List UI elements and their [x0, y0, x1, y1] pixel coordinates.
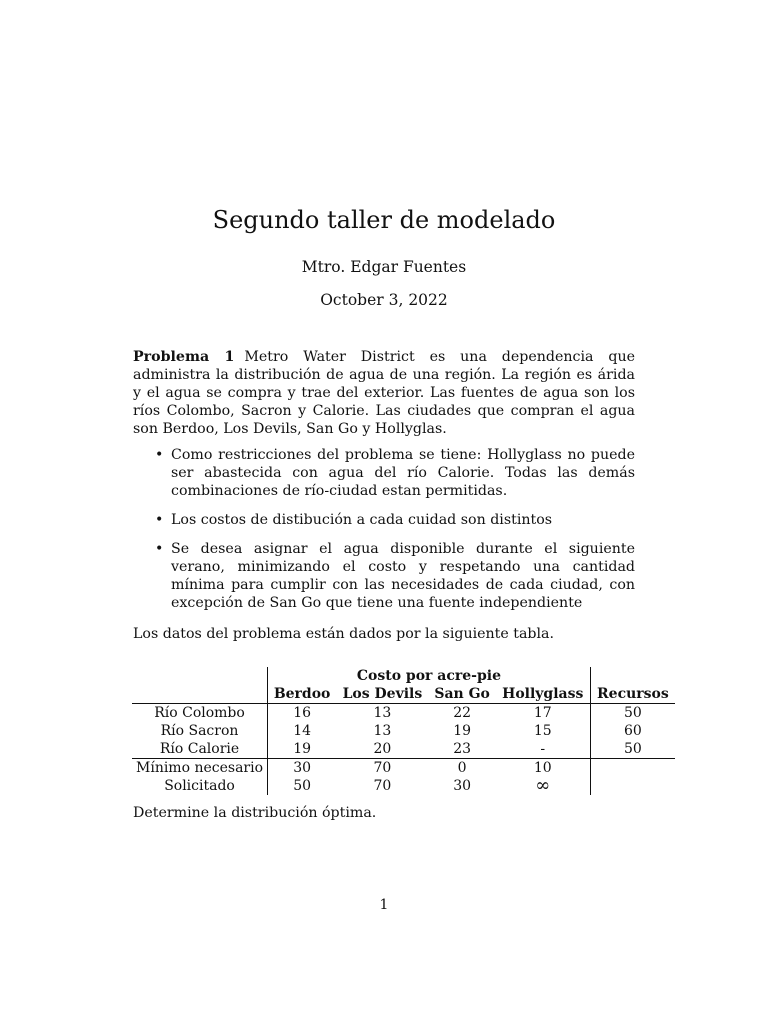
- row-label: Río Sacron: [160, 723, 239, 739]
- column-header: San Go: [434, 686, 490, 702]
- table-cell: 70: [373, 778, 392, 794]
- problem-label: Problema 1: [133, 349, 235, 365]
- document-title: Segundo taller de modelado: [212, 206, 556, 234]
- row-label: Solicitado: [164, 778, 235, 794]
- list-item: • Se desea asignar el agua disponible durante el siguiente verano, minimizando el costo y respetando una cantidad mínima para cumplir con las necesidades de cada ciudad, con excepción de San Go que tiene una fuente independiente: [155, 540, 635, 612]
- problem-statement: [133, 348, 635, 438]
- list-item: • Como restricciones del problema se tiene: Hollyglass no puede ser abastecida con agua del río Calorie. Todas las demás combinaciones de río-ciudad estan permitidas.: [155, 446, 635, 500]
- author-name: Mtro. Edgar Fuentes: [301, 258, 467, 276]
- table-cell: 19: [453, 723, 472, 739]
- table-header-row: [132, 685, 675, 704]
- table-cell: 20: [373, 741, 392, 757]
- table-cell: 19: [268, 740, 337, 759]
- table-cell: 13: [373, 723, 392, 739]
- table-cell: 0: [457, 760, 467, 776]
- column-header: Recursos: [597, 686, 669, 702]
- table-cell: 22: [453, 705, 472, 721]
- column-header: Hollyglass: [496, 685, 591, 704]
- table-cell: 50: [624, 705, 642, 721]
- table-intro: Los datos del problema están dados por la siguiente tabla.: [133, 626, 555, 642]
- table-cell: 30: [268, 759, 337, 778]
- table-cell: ∞: [496, 777, 591, 795]
- row-label: Río Colombo: [154, 705, 245, 721]
- table-row: [132, 777, 675, 795]
- column-header: Los Devils: [342, 686, 423, 702]
- table-cell: 16: [268, 704, 337, 723]
- table-row: [132, 704, 675, 723]
- table-header-row: [132, 667, 675, 685]
- table-cell: 60: [624, 723, 642, 739]
- table-cell: 14: [268, 722, 337, 740]
- document-date: October 3, 2022: [320, 291, 448, 309]
- problem-text: Metro Water District es una dependencia que administra la distribución de agua de una región. La región es árida y el agua se compra y trae del exterior. Las fuentes de agua son los ríos Colombo, Sacron y Calorie. Las ciudades que compran el agua son Berdoo, Los Devils, San Go y Hollyglas.: [133, 349, 635, 437]
- table-cell: 17: [496, 704, 591, 723]
- table-cell: 30: [453, 778, 472, 794]
- table-row: [132, 759, 675, 778]
- constraints-list: [155, 446, 635, 623]
- table-cell: -: [496, 740, 591, 759]
- page-number: 1: [379, 897, 389, 913]
- column-header: Berdoo: [268, 685, 337, 704]
- table-row: [132, 740, 675, 759]
- table-cell: 10: [496, 759, 591, 778]
- row-label: Río Calorie: [159, 741, 240, 757]
- table-cell: 15: [496, 722, 591, 740]
- cost-table: [132, 667, 675, 795]
- list-item: • Los costos de distibución a cada cuidad son distintos: [155, 511, 635, 529]
- table-row: [132, 722, 675, 740]
- group-header: Costo por acre-pie: [268, 667, 591, 685]
- table-cell: 13: [373, 705, 392, 721]
- table-cell: 23: [453, 741, 472, 757]
- closing-statement: Determine la distribución óptima.: [133, 805, 377, 821]
- row-label: Mínimo necesario: [136, 760, 264, 776]
- table-cell: 50: [268, 777, 337, 795]
- table-cell: 70: [373, 760, 392, 776]
- table-cell: 50: [624, 741, 642, 757]
